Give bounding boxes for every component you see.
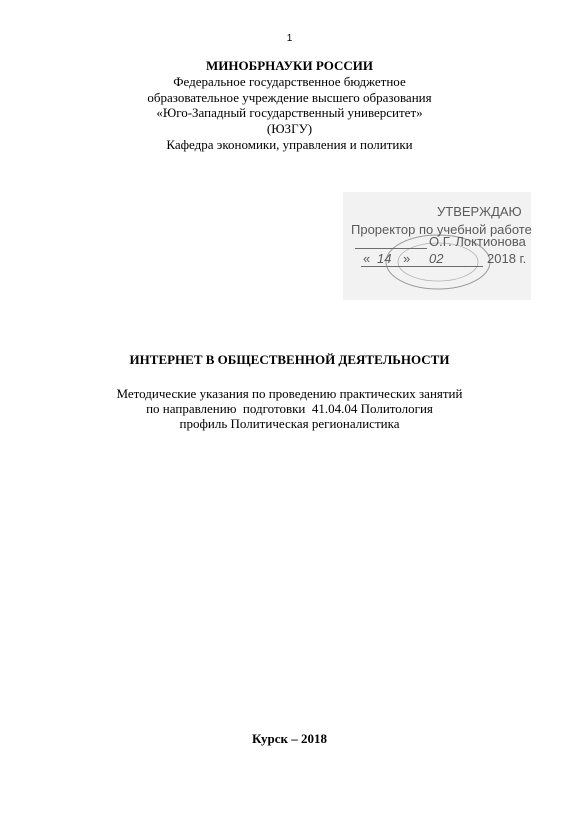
subtitle-line-direction: по направлению подготовки 41.04.04 Политология xyxy=(146,401,433,417)
signature-line xyxy=(355,248,427,249)
institution-type-line: Федеральное государственное бюджетное xyxy=(173,73,406,89)
university-abbreviation: (ЮЗГУ) xyxy=(266,121,313,137)
document-title: ИНТЕРНЕТ В ОБЩЕСТВЕННОЙ ДЕЯТЕЛЬНОСТИ xyxy=(129,352,450,367)
page-number: 1 xyxy=(286,33,293,44)
date-quote-close: » xyxy=(403,251,411,266)
subtitle-line-profile: профиль Политическая регионалистика xyxy=(179,416,400,432)
document-header xyxy=(0,58,579,153)
approver-position: Проректор по учебной работе xyxy=(351,222,532,237)
approval-year: 2018 г. xyxy=(487,251,527,266)
approve-title: УТВЕРЖДАЮ xyxy=(437,204,522,219)
ministry-name: МИНОБРНАУКИ РОССИИ xyxy=(206,58,373,73)
date-underline xyxy=(361,266,483,267)
institution-education-line: образовательное учреждение высшего образования xyxy=(147,89,432,105)
approval-stamp xyxy=(343,192,531,300)
document-subtitle xyxy=(0,386,579,432)
department-name: Кафедра экономики, управления и политики xyxy=(166,136,413,152)
date-quote-open: « xyxy=(363,251,371,266)
university-name: «Юго-Западный государственный университет» xyxy=(156,105,423,121)
approval-day: 14 xyxy=(377,251,392,266)
subtitle-line-purpose: Методические указания по проведению практических занятий xyxy=(116,386,463,401)
footer-city-year: Курск – 2018 xyxy=(251,731,328,746)
approval-month: 02 xyxy=(429,251,444,266)
approver-name: О.Г. Локтионова xyxy=(429,234,526,249)
